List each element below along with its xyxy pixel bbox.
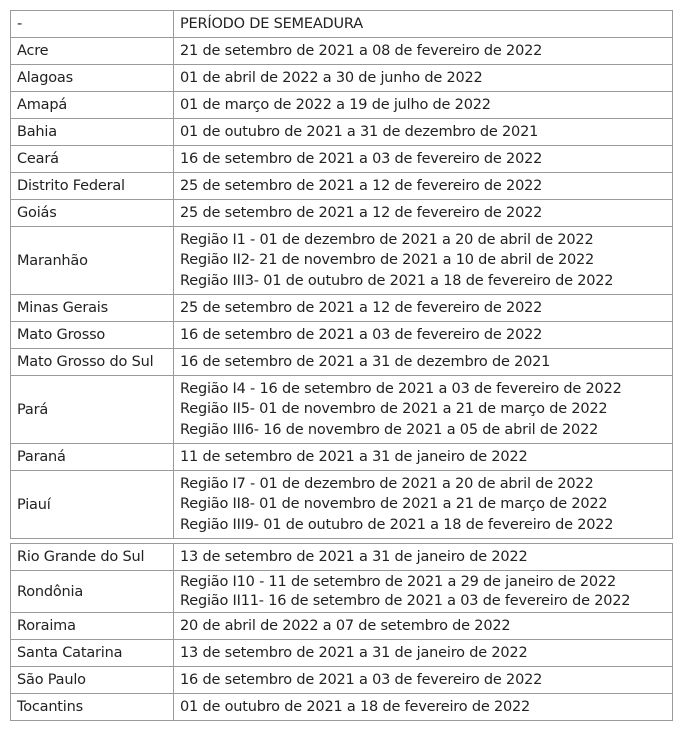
period-line: 25 de setembro de 2021 a 12 de fevereiro de 2022 — [180, 177, 543, 194]
table-row — [11, 65, 673, 92]
period-cell — [174, 146, 673, 173]
state-cell: Minas Gerais — [11, 295, 174, 322]
period-cell — [174, 471, 673, 539]
period-line: 25 de setembro de 2021 a 12 de fevereiro de 2022 — [180, 299, 543, 316]
period-cell — [174, 200, 673, 227]
state-cell: Alagoas — [11, 65, 174, 92]
state-cell: Amapá — [11, 92, 174, 119]
state-cell: Santa Catarina — [11, 640, 174, 667]
period-line: Região I1 - 01 de dezembro de 2021 a 20 de abril de 2022 — [180, 231, 594, 248]
period-cell — [174, 613, 673, 640]
table-row — [11, 640, 673, 667]
table-row — [11, 444, 673, 471]
table-row — [11, 322, 673, 349]
table2-body — [11, 544, 673, 721]
state-cell: São Paulo — [11, 667, 174, 694]
header-period-cell: PERÍODO DE SEMEADURA — [174, 11, 673, 38]
period-line: 25 de setembro de 2021 a 12 de fevereiro de 2022 — [180, 204, 543, 221]
state-cell: Ceará — [11, 146, 174, 173]
table-row — [11, 173, 673, 200]
state-cell: Tocantins — [11, 694, 174, 721]
period-line: 13 de setembro de 2021 a 31 de janeiro de 2022 — [180, 548, 528, 565]
period-line: Região I10 - 11 de setembro de 2021 a 29 de janeiro de 2022 — [180, 573, 616, 590]
table-row — [11, 667, 673, 694]
period-line: Região I7 - 01 de dezembro de 2021 a 20 de abril de 2022 — [180, 475, 594, 492]
state-cell: Goiás — [11, 200, 174, 227]
table-row — [11, 119, 673, 146]
period-line: 16 de setembro de 2021 a 03 de fevereiro de 2022 — [180, 150, 543, 167]
table-row — [11, 694, 673, 721]
period-cell — [174, 667, 673, 694]
state-cell: Bahia — [11, 119, 174, 146]
period-cell — [174, 227, 673, 295]
period-line: 20 de abril de 2022 a 07 de setembro de 2022 — [180, 617, 511, 634]
period-line: Região II11- 16 de setembro de 2021 a 03 de fevereiro de 2022 — [180, 592, 631, 609]
period-line: Região III9- 01 de outubro de 2021 a 18 de fevereiro de 2022 — [180, 516, 614, 533]
period-cell — [174, 322, 673, 349]
period-cell — [174, 444, 673, 471]
period-cell — [174, 376, 673, 444]
state-cell: Pará — [11, 376, 174, 444]
table-row — [11, 38, 673, 65]
table1-body — [11, 11, 673, 539]
state-cell: Maranhão — [11, 227, 174, 295]
state-cell: Rio Grande do Sul — [11, 544, 174, 571]
table-row — [11, 92, 673, 119]
period-line: 16 de setembro de 2021 a 03 de fevereiro de 2022 — [180, 671, 543, 688]
period-cell — [174, 349, 673, 376]
period-line: 01 de outubro de 2021 a 18 de fevereiro de 2022 — [180, 698, 531, 715]
table-row — [11, 146, 673, 173]
period-cell — [174, 571, 673, 613]
period-line: Região II2- 21 de novembro de 2021 a 10 de abril de 2022 — [180, 252, 595, 269]
period-line: 13 de setembro de 2021 a 31 de janeiro de 2022 — [180, 644, 528, 661]
header-state-cell: - — [11, 11, 174, 38]
period-line: 11 de setembro de 2021 a 31 de janeiro de 2022 — [180, 448, 528, 465]
period-line: 01 de abril de 2022 a 30 de junho de 2022 — [180, 69, 483, 86]
period-line: 16 de setembro de 2021 a 03 de fevereiro de 2022 — [180, 326, 543, 343]
period-line: 01 de março de 2022 a 19 de julho de 2022 — [180, 96, 491, 113]
period-line: 01 de outubro de 2021 a 31 de dezembro de 2021 — [180, 123, 539, 140]
state-cell: Paraná — [11, 444, 174, 471]
state-cell: Roraima — [11, 613, 174, 640]
period-cell — [174, 92, 673, 119]
table-row — [11, 295, 673, 322]
table-row — [11, 376, 673, 444]
table-row — [11, 544, 673, 571]
table-row — [11, 571, 673, 613]
sowing-period-table-part2 — [10, 543, 673, 721]
state-cell: Mato Grosso do Sul — [11, 349, 174, 376]
period-line: 21 de setembro de 2021 a 08 de fevereiro de 2022 — [180, 42, 543, 59]
period-cell — [174, 295, 673, 322]
period-cell — [174, 65, 673, 92]
table-row — [11, 471, 673, 539]
table-row — [11, 613, 673, 640]
header-row — [11, 11, 673, 38]
period-cell — [174, 640, 673, 667]
state-cell: Mato Grosso — [11, 322, 174, 349]
period-line: Região II5- 01 de novembro de 2021 a 21 de março de 2022 — [180, 401, 608, 418]
state-cell: Rondônia — [11, 571, 174, 613]
period-line: Região III3- 01 de outubro de 2021 a 18 de fevereiro de 2022 — [180, 272, 614, 289]
sowing-period-table-part1 — [10, 10, 673, 539]
period-cell — [174, 38, 673, 65]
period-cell — [174, 119, 673, 146]
state-cell: Acre — [11, 38, 174, 65]
period-cell — [174, 544, 673, 571]
table-row — [11, 227, 673, 295]
period-line: 16 de setembro de 2021 a 31 de dezembro de 2021 — [180, 353, 551, 370]
table-row — [11, 200, 673, 227]
table-row — [11, 349, 673, 376]
period-cell — [174, 694, 673, 721]
period-line: Região I4 - 16 de setembro de 2021 a 03 de fevereiro de 2022 — [180, 380, 622, 397]
state-cell: Piauí — [11, 471, 174, 539]
period-line: Região III6- 16 de novembro de 2021 a 05 de abril de 2022 — [180, 421, 599, 438]
period-cell — [174, 173, 673, 200]
period-line: Região II8- 01 de novembro de 2021 a 21 de março de 2022 — [180, 496, 608, 513]
state-cell: Distrito Federal — [11, 173, 174, 200]
